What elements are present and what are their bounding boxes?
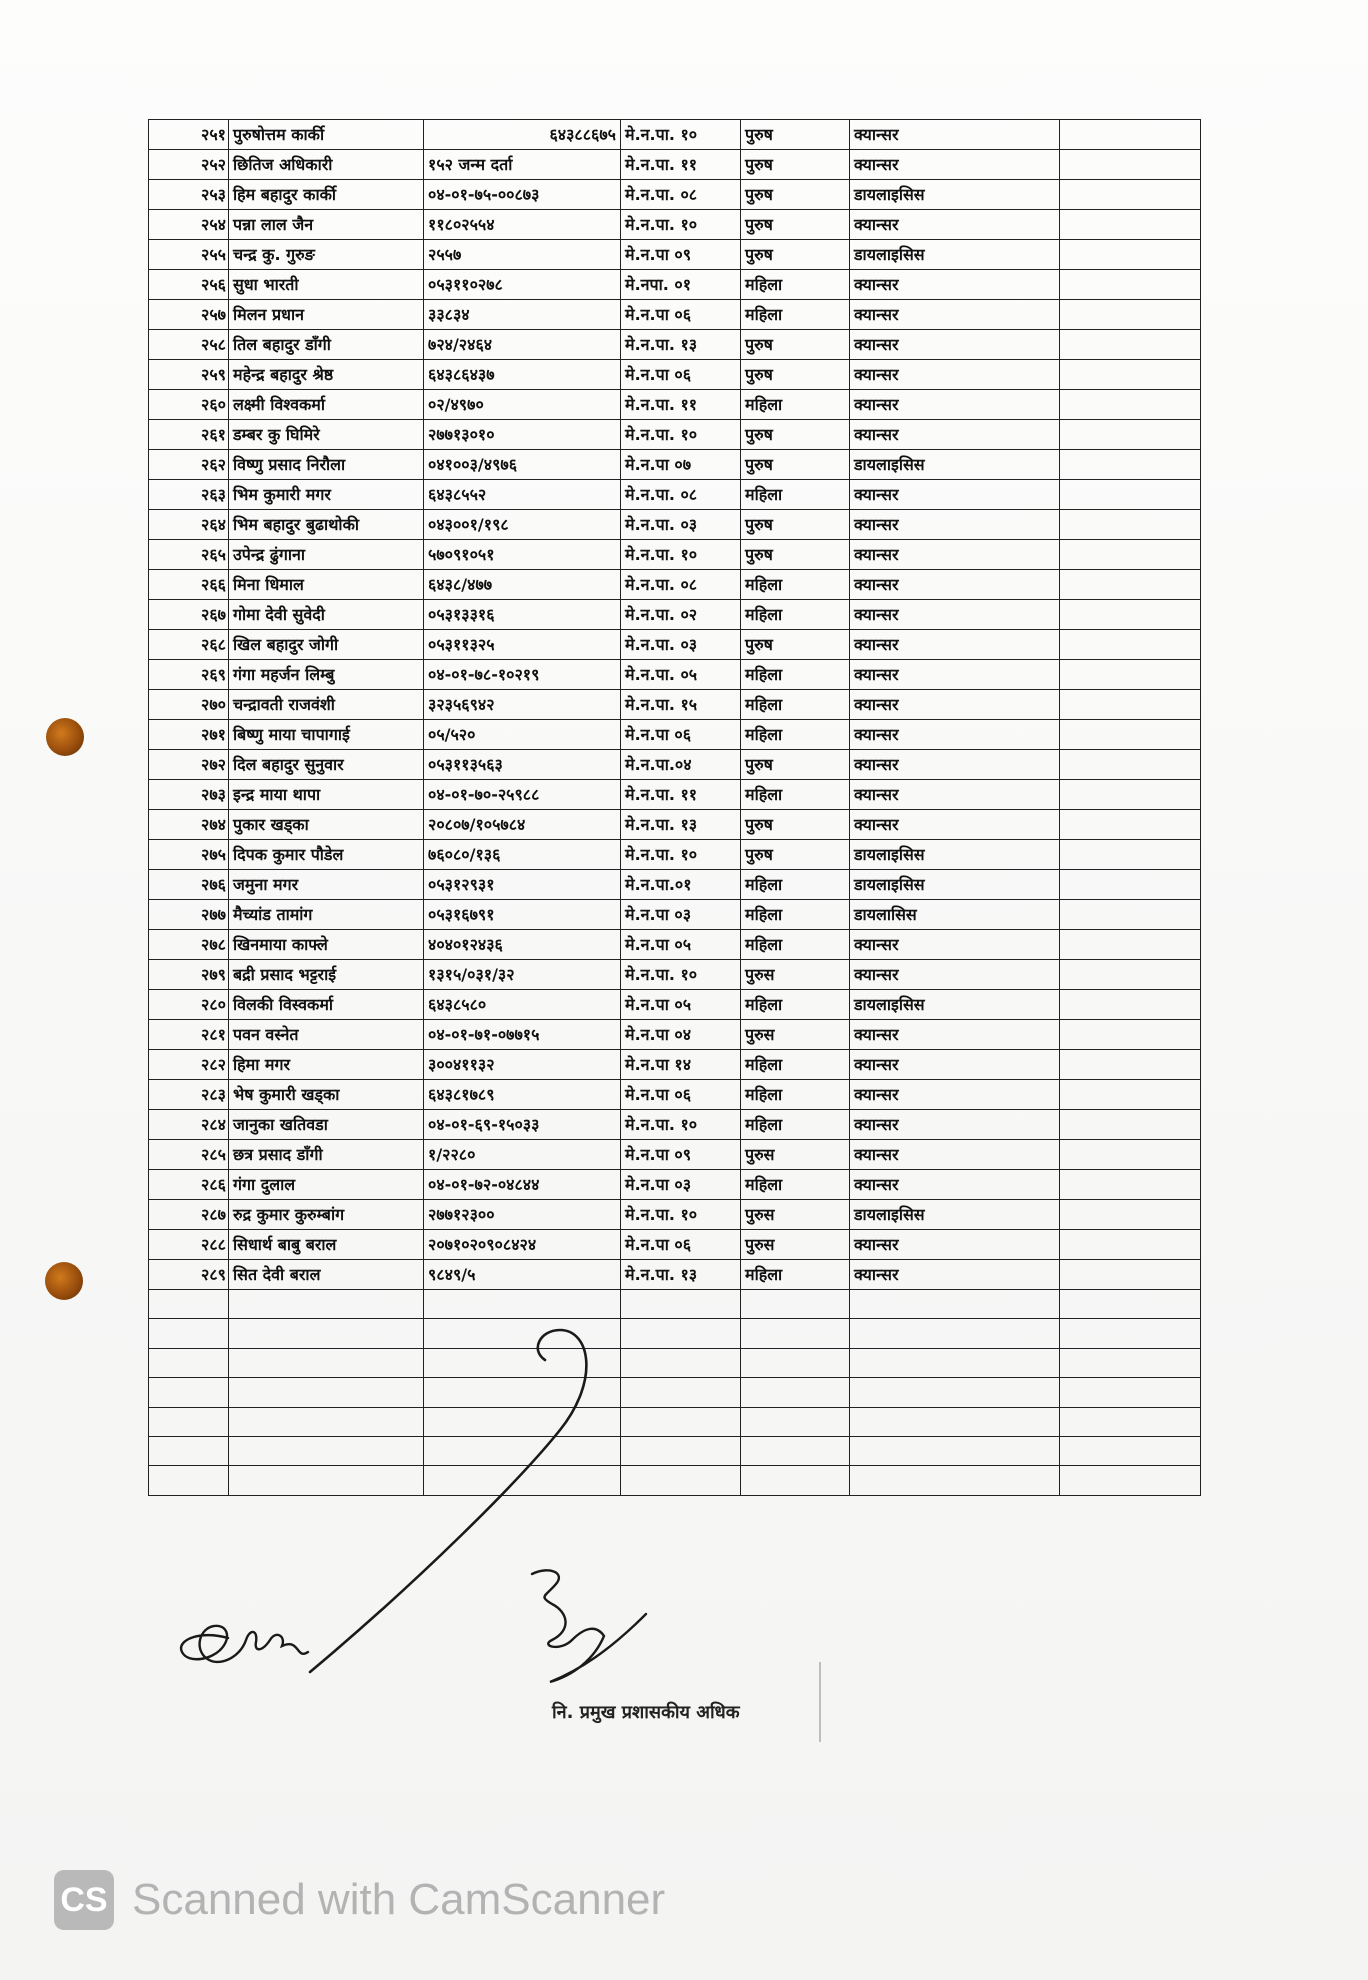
disease-cell: क्यान्सर	[850, 540, 1060, 570]
address-cell: मे.न.पा ०६	[621, 720, 741, 750]
serial-number-cell: २८०	[149, 990, 229, 1020]
serial-number-cell: २७६	[149, 870, 229, 900]
gender-cell: महिला	[741, 1080, 850, 1110]
gender-cell: महिला	[741, 1260, 850, 1290]
address-cell: मे.न.पा ०३	[621, 1170, 741, 1200]
gender-cell: पुरुस	[741, 1230, 850, 1260]
address-cell: मे.न.पा ०६	[621, 1230, 741, 1260]
serial-number-cell: २५२	[149, 150, 229, 180]
address-cell: मे.न.पा ०६	[621, 300, 741, 330]
id-number-cell: ७२४/२४६४	[424, 330, 621, 360]
id-number-cell: ०४३००१/१९८	[424, 510, 621, 540]
serial-number-cell: २६२	[149, 450, 229, 480]
disease-cell: क्यान्सर	[850, 810, 1060, 840]
disease-cell: क्यान्सर	[850, 1230, 1060, 1260]
gender-cell: महिला	[741, 660, 850, 690]
serial-number-cell: २७५	[149, 840, 229, 870]
gender-cell: महिला	[741, 1170, 850, 1200]
disease-cell: क्यान्सर	[850, 780, 1060, 810]
serial-number-cell: २६५	[149, 540, 229, 570]
address-cell: मे.न.पा. ०८	[621, 570, 741, 600]
address-cell: मे.न.पा. १०	[621, 1200, 741, 1230]
scanner-label: Scanned with CamScanner	[132, 1875, 666, 1924]
serial-number-cell: २८९	[149, 1260, 229, 1290]
id-number-cell: ०४-०१-७२-०४८४४	[424, 1170, 621, 1200]
gender-cell: महिला	[741, 300, 850, 330]
disease-cell: क्यान्सर	[850, 300, 1060, 330]
address-cell: मे.न.पा.०१	[621, 870, 741, 900]
patient-name-cell: पुकार खड्का	[229, 810, 424, 840]
disease-cell: क्यान्सर	[850, 1260, 1060, 1290]
address-cell: मे.न.पा ०७	[621, 450, 741, 480]
id-number-cell: १/२२८०	[424, 1140, 621, 1170]
serial-number-cell: २५८	[149, 330, 229, 360]
patient-name-cell: छत्र प्रसाद डाँगी	[229, 1140, 424, 1170]
disease-cell: डायलाइसिस	[850, 1200, 1060, 1230]
patient-name-cell: दिपक कुमार पौडेल	[229, 840, 424, 870]
patient-name-cell: विलकी विस्वकर्मा	[229, 990, 424, 1020]
patient-name-cell: भिम कुमारी मगर	[229, 480, 424, 510]
id-number-cell: ०४-०१-६९-१५०३३	[424, 1110, 621, 1140]
serial-number-cell: २८२	[149, 1050, 229, 1080]
id-number-cell: ०५३१६७९१	[424, 900, 621, 930]
patient-name-cell: चन्द्रावती राजवंशी	[229, 690, 424, 720]
patient-name-cell: विष्णु प्रसाद निरौला	[229, 450, 424, 480]
disease-cell: क्यान्सर	[850, 930, 1060, 960]
serial-number-cell: २८८	[149, 1230, 229, 1260]
id-number-cell: ६४३८५८०	[424, 990, 621, 1020]
patient-name-cell: सित देवी बराल	[229, 1260, 424, 1290]
gender-cell: पुरुष	[741, 810, 850, 840]
disease-cell: क्यान्सर	[850, 960, 1060, 990]
gender-cell: पुरुष	[741, 540, 850, 570]
disease-cell: क्यान्सर	[850, 1050, 1060, 1080]
gender-cell: पुरुस	[741, 1140, 850, 1170]
disease-cell: क्यान्सर	[850, 210, 1060, 240]
id-number-cell: ०५३१२९३१	[424, 870, 621, 900]
camscanner-logo-text: CS	[60, 1880, 108, 1919]
address-cell: मे.न.पा. १३	[621, 810, 741, 840]
serial-number-cell: २६६	[149, 570, 229, 600]
address-cell: मे.न.पा.०४	[621, 750, 741, 780]
serial-number-cell: २६०	[149, 390, 229, 420]
patient-name-cell: गंगा दुलाल	[229, 1170, 424, 1200]
patient-name-cell: पवन वस्नेत	[229, 1020, 424, 1050]
serial-number-cell: २५१	[149, 120, 229, 150]
address-cell: मे.न.पा. १३	[621, 1260, 741, 1290]
patient-name-cell: महेन्द्र बहादुर श्रेष्ठ	[229, 360, 424, 390]
disease-cell: क्यान्सर	[850, 690, 1060, 720]
serial-number-cell: २५४	[149, 210, 229, 240]
disease-cell: क्यान्सर	[850, 570, 1060, 600]
serial-number-cell: २७३	[149, 780, 229, 810]
disease-cell: क्यान्सर	[850, 390, 1060, 420]
serial-number-cell: २८५	[149, 1140, 229, 1170]
patient-name-cell: गोमा देवी सुवेदी	[229, 600, 424, 630]
id-number-cell: ६४३८६४३७	[424, 360, 621, 390]
serial-number-cell: २५७	[149, 300, 229, 330]
id-number-cell: ०५३१३३१६	[424, 600, 621, 630]
serial-number-cell: २७४	[149, 810, 229, 840]
patient-name-cell: खिनमाया काफ्ले	[229, 930, 424, 960]
serial-number-cell: २६७	[149, 600, 229, 630]
serial-number-cell: २८४	[149, 1110, 229, 1140]
address-cell: मे.न.पा ०९	[621, 240, 741, 270]
id-number-cell: ३२३५६९४२	[424, 690, 621, 720]
gender-cell: महिला	[741, 480, 850, 510]
disease-cell: डायलाइसिस	[850, 840, 1060, 870]
id-number-cell: ९८४९/५	[424, 1260, 621, 1290]
patient-name-cell: सुधा भारती	[229, 270, 424, 300]
patient-name-cell: छितिज अधिकारी	[229, 150, 424, 180]
id-number-cell: ०४-०१-७५-००८७३	[424, 180, 621, 210]
patient-name-cell: मिना धिमाल	[229, 570, 424, 600]
serial-number-cell: २७७	[149, 900, 229, 930]
gender-cell: महिला	[741, 570, 850, 600]
disease-cell: क्यान्सर	[850, 1020, 1060, 1050]
gender-cell: महिला	[741, 390, 850, 420]
address-cell: मे.न.पा १४	[621, 1050, 741, 1080]
patient-name-cell: जमुना मगर	[229, 870, 424, 900]
disease-cell: डायलाइसिस	[850, 990, 1060, 1020]
address-cell: मे.न.पा. १०	[621, 540, 741, 570]
id-number-cell: १३१५/०३१/३२	[424, 960, 621, 990]
id-number-cell: ६४३८१७८९	[424, 1080, 621, 1110]
patient-name-cell: इन्द्र माया थापा	[229, 780, 424, 810]
serial-number-cell: २६९	[149, 660, 229, 690]
address-cell: मे.न.पा. १०	[621, 960, 741, 990]
disease-cell: क्यान्सर	[850, 150, 1060, 180]
address-cell: मे.न.पा. १०	[621, 120, 741, 150]
id-number-cell: ११८०२५५४	[424, 210, 621, 240]
gender-cell: महिला	[741, 930, 850, 960]
serial-number-cell: २८१	[149, 1020, 229, 1050]
disease-cell: क्यान्सर	[850, 360, 1060, 390]
disease-cell: क्यान्सर	[850, 1140, 1060, 1170]
patient-name-cell: हिमा मगर	[229, 1050, 424, 1080]
gender-cell: पुरुष	[741, 150, 850, 180]
patient-name-cell: भिम बहादुर बुढाथोकी	[229, 510, 424, 540]
gender-cell: पुरुस	[741, 960, 850, 990]
address-cell: मे.न.पा. ११	[621, 390, 741, 420]
serial-number-cell: २७९	[149, 960, 229, 990]
id-number-cell: ३००४११३२	[424, 1050, 621, 1080]
patient-name-cell: रुद्र कुमार कुरुम्बांग	[229, 1200, 424, 1230]
disease-cell: क्यान्सर	[850, 750, 1060, 780]
disease-cell: डायलाइसिस	[850, 240, 1060, 270]
disease-cell: डायलाइसिस	[850, 870, 1060, 900]
gender-cell: पुरुष	[741, 120, 850, 150]
gender-cell: महिला	[741, 1110, 850, 1140]
id-number-cell: २७७१३०१०	[424, 420, 621, 450]
address-cell: मे.न.पा. १०	[621, 840, 741, 870]
patient-name-cell: हिम बहादुर कार्की	[229, 180, 424, 210]
id-number-cell: ७६०८०/१३६	[424, 840, 621, 870]
serial-number-cell: २८६	[149, 1170, 229, 1200]
patient-name-cell: लक्ष्मी विश्वकर्मा	[229, 390, 424, 420]
gender-cell: पुरुष	[741, 360, 850, 390]
gender-cell: पुरुस	[741, 1020, 850, 1050]
id-number-cell: १५२ जन्म दर्ता	[424, 150, 621, 180]
disease-cell: क्यान्सर	[850, 420, 1060, 450]
disease-cell: डायलाइसिस	[850, 180, 1060, 210]
serial-number-cell: २६८	[149, 630, 229, 660]
officer-title: नि. प्रमुख प्रशासकीय अधिक	[552, 1702, 740, 1723]
serial-number-cell: २५३	[149, 180, 229, 210]
serial-number-cell: २६३	[149, 480, 229, 510]
patient-name-cell: खिल बहादुर जोगी	[229, 630, 424, 660]
id-number-cell: ०५३११३२५	[424, 630, 621, 660]
id-number-cell: ०४-०१-७०-२५९८८	[424, 780, 621, 810]
gender-cell: पुरुष	[741, 180, 850, 210]
disease-cell: क्यान्सर	[850, 660, 1060, 690]
address-cell: मे.न.पा. १०	[621, 1110, 741, 1140]
patient-name-cell: सिधार्थ बाबु बराल	[229, 1230, 424, 1260]
gender-cell: पुरुष	[741, 630, 850, 660]
address-cell: मे.न.पा ०६	[621, 360, 741, 390]
address-cell: मे.न.पा. १०	[621, 210, 741, 240]
patient-name-cell: मिलन प्रधान	[229, 300, 424, 330]
serial-number-cell: २६१	[149, 420, 229, 450]
serial-number-cell: २८७	[149, 1200, 229, 1230]
gender-cell: पुरुष	[741, 210, 850, 240]
address-cell: मे.नपा. ०१	[621, 270, 741, 300]
gender-cell: महिला	[741, 600, 850, 630]
id-number-cell: ०४-०१-७८-१०२१९	[424, 660, 621, 690]
id-number-cell: ०५/५२०	[424, 720, 621, 750]
gender-cell: महिला	[741, 690, 850, 720]
patient-name-cell: गंगा महर्जन लिम्बु	[229, 660, 424, 690]
disease-cell: क्यान्सर	[850, 1110, 1060, 1140]
address-cell: मे.न.पा. ०२	[621, 600, 741, 630]
id-number-cell: २५५७	[424, 240, 621, 270]
disease-cell: क्यान्सर	[850, 1080, 1060, 1110]
address-cell: मे.न.पा. १०	[621, 420, 741, 450]
patient-name-cell: तिल बहादुर डाँगी	[229, 330, 424, 360]
id-number-cell: ०४१००३/४९७६	[424, 450, 621, 480]
gender-cell: महिला	[741, 270, 850, 300]
address-cell: मे.न.पा. ११	[621, 150, 741, 180]
serial-number-cell: २८३	[149, 1080, 229, 1110]
patient-name-cell: मैच्यांड तामांग	[229, 900, 424, 930]
id-number-cell: ०५३११०२७८	[424, 270, 621, 300]
address-cell: मे.न.पा. ११	[621, 780, 741, 810]
gender-cell: पुरुष	[741, 330, 850, 360]
patient-name-cell: उपेन्द्र ढुंगाना	[229, 540, 424, 570]
gender-cell: पुरुष	[741, 450, 850, 480]
id-number-cell: ५७०९१०५१	[424, 540, 621, 570]
patient-name-cell: जानुका खतिवडा	[229, 1110, 424, 1140]
id-number-cell: ०४-०१-७१-०७७१५	[424, 1020, 621, 1050]
id-number-cell: २७७१२३००	[424, 1200, 621, 1230]
gender-cell: पुरुष	[741, 840, 850, 870]
id-number-cell: ६४३८८६७५	[424, 120, 621, 150]
address-cell: मे.न.पा ०५	[621, 990, 741, 1020]
serial-number-cell: २७८	[149, 930, 229, 960]
gender-cell: महिला	[741, 720, 850, 750]
id-number-cell: ४०४०१२४३६	[424, 930, 621, 960]
address-cell: मे.न.पा. ०८	[621, 180, 741, 210]
address-cell: मे.न.पा. १५	[621, 690, 741, 720]
address-cell: मे.न.पा. ०३	[621, 630, 741, 660]
address-cell: मे.न.पा ०६	[621, 1080, 741, 1110]
id-number-cell: २०७१०२०९०८४२४	[424, 1230, 621, 1260]
address-cell: मे.न.पा ०५	[621, 930, 741, 960]
disease-cell: क्यान्सर	[850, 510, 1060, 540]
gender-cell: महिला	[741, 1050, 850, 1080]
gender-cell: महिला	[741, 870, 850, 900]
patient-name-cell: भेष कुमारी खड्का	[229, 1080, 424, 1110]
gender-cell: महिला	[741, 780, 850, 810]
disease-cell: क्यान्सर	[850, 480, 1060, 510]
id-number-cell: ६४३८/४७७	[424, 570, 621, 600]
disease-cell: क्यान्सर	[850, 330, 1060, 360]
gender-cell: महिला	[741, 900, 850, 930]
address-cell: मे.न.पा. ०८	[621, 480, 741, 510]
disease-cell: डायलासिस	[850, 900, 1060, 930]
serial-number-cell: २५९	[149, 360, 229, 390]
serial-number-cell: २६४	[149, 510, 229, 540]
patient-name-cell: पुरुषोत्तम कार्की	[229, 120, 424, 150]
patient-name-cell: डम्बर कु घिमिरे	[229, 420, 424, 450]
gender-cell: पुरुष	[741, 240, 850, 270]
id-number-cell: ०२/४९७०	[424, 390, 621, 420]
address-cell: मे.न.पा. १३	[621, 330, 741, 360]
id-number-cell: २०८०७/१०५७८४	[424, 810, 621, 840]
id-number-cell: ६४३८५५२	[424, 480, 621, 510]
serial-number-cell: २७०	[149, 690, 229, 720]
scanner-watermark	[54, 1868, 665, 1932]
disease-cell: क्यान्सर	[850, 1170, 1060, 1200]
disease-cell: डायलाइसिस	[850, 450, 1060, 480]
gender-cell: महिला	[741, 990, 850, 1020]
address-cell: मे.न.पा. ०३	[621, 510, 741, 540]
serial-number-cell: २७१	[149, 720, 229, 750]
gender-cell: पुरुष	[741, 510, 850, 540]
gender-cell: पुरुष	[741, 750, 850, 780]
patient-name-cell: बद्री प्रसाद भट्टराई	[229, 960, 424, 990]
disease-cell: क्यान्सर	[850, 720, 1060, 750]
address-cell: मे.न.पा. ०५	[621, 660, 741, 690]
serial-number-cell: २५६	[149, 270, 229, 300]
disease-cell: क्यान्सर	[850, 600, 1060, 630]
patient-name-cell: बिष्णु माया चापागाई	[229, 720, 424, 750]
id-number-cell: ०५३११३५६३	[424, 750, 621, 780]
disease-cell: क्यान्सर	[850, 270, 1060, 300]
address-cell: मे.न.पा ०३	[621, 900, 741, 930]
patient-name-cell: चन्द्र कु. गुरुङ	[229, 240, 424, 270]
disease-cell: क्यान्सर	[850, 630, 1060, 660]
gender-cell: पुरुष	[741, 420, 850, 450]
address-cell: मे.न.पा ०९	[621, 1140, 741, 1170]
patient-name-cell: दिल बहादुर सुनुवार	[229, 750, 424, 780]
patient-name-cell: पन्ना लाल जैन	[229, 210, 424, 240]
disease-cell: क्यान्सर	[850, 120, 1060, 150]
id-number-cell: ३३८३४	[424, 300, 621, 330]
serial-number-cell: २५५	[149, 240, 229, 270]
serial-number-cell: २७२	[149, 750, 229, 780]
gender-cell: पुरुस	[741, 1200, 850, 1230]
address-cell: मे.न.पा ०४	[621, 1020, 741, 1050]
camscanner-logo	[54, 1870, 114, 1930]
